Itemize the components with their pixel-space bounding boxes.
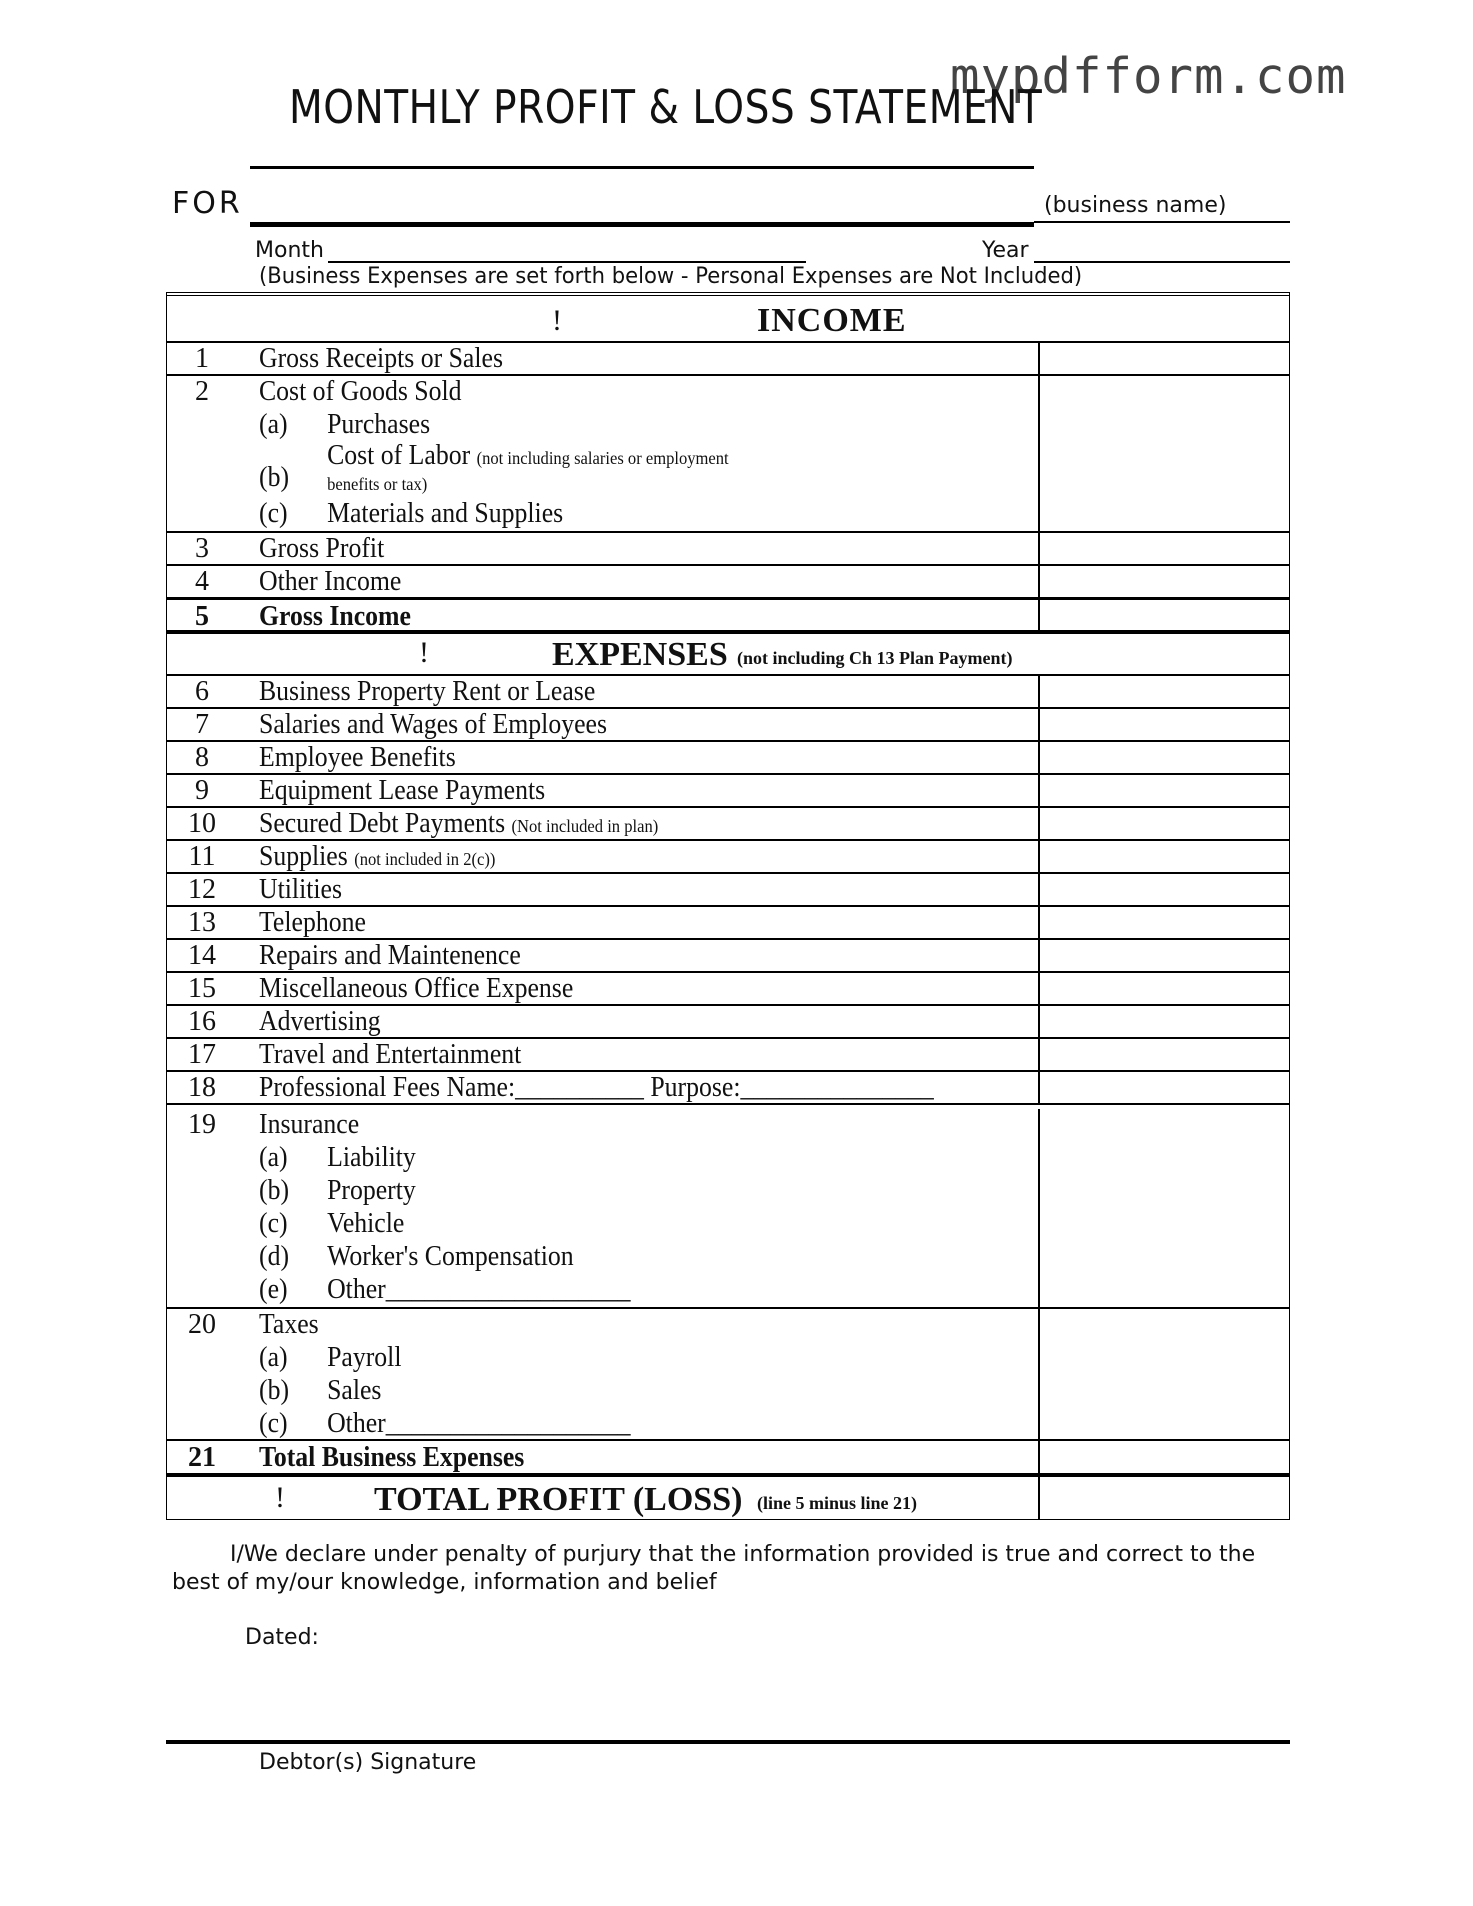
income-row-2: [167, 376, 1289, 533]
sub-key: (c): [259, 1208, 288, 1239]
line-label: [259, 841, 495, 875]
amount-cell[interactable]: [1038, 1006, 1289, 1037]
title-underline: [250, 166, 1034, 169]
line-label-note: (not included in 2(c)): [354, 849, 496, 869]
amount-cell[interactable]: [1038, 709, 1289, 740]
expense-row-21: [167, 1441, 1289, 1477]
line-number: 2: [195, 376, 209, 407]
amount-cell-21[interactable]: [1038, 1441, 1289, 1473]
line-number: 10: [188, 808, 216, 839]
line-label-text: Telephone: [259, 907, 366, 938]
line-number: 4: [195, 566, 209, 597]
expense-row: [167, 841, 1289, 874]
line-label-text: Advertising: [259, 1006, 381, 1037]
line-label-text: Travel and Entertainment: [259, 1039, 522, 1070]
sub-key: (a): [259, 409, 288, 440]
sub-text-note: (not including salaries or employment: [476, 448, 729, 468]
line-number: 5: [195, 601, 209, 632]
line-number: 1: [195, 343, 209, 374]
income-marker: !: [552, 304, 562, 337]
amount-cell-2[interactable]: [1038, 376, 1289, 531]
line-number: 11: [188, 841, 216, 872]
amount-cell-1[interactable]: [1038, 343, 1289, 374]
line-number: 19: [188, 1109, 216, 1140]
expense-row: [167, 907, 1289, 940]
amount-cell[interactable]: [1038, 940, 1289, 971]
amount-cell-3[interactable]: [1038, 533, 1289, 564]
line-label: Gross Receipts or Sales: [259, 343, 503, 374]
watermark-text: mypdfform.com: [950, 48, 1347, 105]
line-label-text: Business Property Rent or Lease: [259, 676, 596, 707]
line-number: 20: [188, 1309, 216, 1340]
line-label-text: Professional Fees Name:__________ Purpose:_______________: [259, 1072, 934, 1103]
expense-row: [167, 1039, 1289, 1072]
amount-cell-20[interactable]: [1038, 1309, 1289, 1439]
dated-label: Dated:: [245, 1625, 319, 1650]
line-label-text: Repairs and Maintenence: [259, 940, 521, 971]
business-name-hint: (business name): [1044, 193, 1227, 218]
amount-cell[interactable]: [1038, 841, 1289, 872]
sub-text: Materials and Supplies: [327, 498, 564, 529]
line-number: 14: [188, 940, 216, 971]
line-number: 3: [195, 533, 209, 564]
expense-row: [167, 775, 1289, 808]
line-label: [259, 676, 595, 708]
declaration-text: [172, 1541, 1292, 1597]
amount-cell-4[interactable]: [1038, 566, 1289, 597]
expense-row-20: [167, 1309, 1289, 1441]
expenses-heading-note: (not including Ch 13 Plan Payment): [737, 648, 1013, 668]
expense-row: [167, 940, 1289, 973]
expense-row-19: [167, 1109, 1289, 1309]
expense-row: [167, 742, 1289, 775]
line-number: 12: [188, 874, 216, 905]
sub-text: Other___________________: [327, 1274, 631, 1305]
sub-text-main: Cost of Labor: [327, 440, 471, 471]
line-label-text: Miscellaneous Office Expense: [259, 973, 574, 1004]
income-header-row: [167, 295, 1289, 343]
amount-cell-5[interactable]: [1038, 600, 1289, 630]
sub-text: Worker's Compensation: [327, 1241, 574, 1272]
sub-text: Liability: [327, 1142, 416, 1173]
line-number: 16: [188, 1006, 216, 1037]
income-row-4: [167, 566, 1289, 600]
line-label: [259, 1072, 934, 1104]
signature-label: Debtor(s) Signature: [259, 1750, 477, 1775]
line-label-text: Supplies: [259, 841, 348, 872]
line-label: [259, 940, 521, 972]
business-name-line-ext: [1034, 221, 1290, 223]
sub-text: Property: [327, 1175, 416, 1206]
page-title: MONTHLY PROFIT & LOSS STATEMENT: [289, 80, 1043, 134]
sub-key: (a): [259, 1142, 288, 1173]
line-label: [259, 709, 607, 741]
sub-key: (d): [259, 1241, 290, 1272]
expenses-marker: !: [419, 636, 429, 669]
line-label: Other Income: [259, 566, 402, 597]
line-number: 13: [188, 907, 216, 938]
declaration-body: I/We declare under penalty of purjury that the information provided is true and correct to the best of my/our knowledge, information and belief: [172, 1542, 1256, 1595]
expenses-heading: EXPENSES: [552, 636, 728, 673]
income-row-5: [167, 600, 1289, 634]
expense-row: [167, 808, 1289, 841]
total-heading: TOTAL PROFIT (LOSS): [374, 1481, 743, 1518]
line-number: 15: [188, 973, 216, 1004]
line-label: [259, 874, 342, 906]
line-number: 17: [188, 1039, 216, 1070]
line-number: 21: [188, 1442, 216, 1473]
year-field[interactable]: [1034, 261, 1290, 263]
line-number: 7: [195, 709, 209, 740]
line-label-text: Secured Debt Payments: [259, 808, 506, 839]
amount-cell[interactable]: [1038, 907, 1289, 938]
line-label: [259, 973, 573, 1005]
amount-cell[interactable]: [1038, 1039, 1289, 1070]
line-number: 18: [188, 1072, 216, 1103]
year-label: Year: [982, 238, 1029, 263]
sub-text: Other___________________: [327, 1408, 631, 1439]
total-marker: !: [275, 1481, 285, 1514]
sub-key: (c): [259, 498, 288, 529]
line-label: Cost of Goods Sold: [259, 376, 462, 407]
sub-key: (b): [259, 1375, 290, 1406]
total-heading-note: (line 5 minus line 21): [757, 1493, 918, 1513]
line-label: Total Business Expenses: [259, 1442, 525, 1473]
sub-key: (a): [259, 1342, 288, 1373]
sub-text: Vehicle: [327, 1208, 405, 1239]
business-name-field[interactable]: [250, 222, 1034, 227]
line-label: Gross Income: [259, 601, 411, 632]
line-label-text: Salaries and Wages of Employees: [259, 709, 607, 740]
line-label: [259, 808, 658, 842]
amount-cell-19[interactable]: [1038, 1109, 1289, 1307]
line-label: [259, 742, 456, 774]
amount-cell[interactable]: [1038, 808, 1289, 839]
sub-text: Payroll: [327, 1342, 402, 1373]
income-row-1: [167, 343, 1289, 376]
sub-key: (b): [259, 462, 290, 493]
amount-cell[interactable]: [1038, 1072, 1289, 1103]
sub-text: Purchases: [327, 409, 431, 440]
line-label: Insurance: [259, 1109, 360, 1140]
line-label: [259, 907, 366, 939]
expense-row: [167, 709, 1289, 742]
amount-cell[interactable]: [1038, 973, 1289, 1004]
expense-row: [167, 874, 1289, 907]
month-field[interactable]: [328, 261, 806, 263]
total-row: [167, 1477, 1289, 1519]
line-label-note: (Not included in plan): [511, 816, 659, 836]
sub-text-note-2: benefits or tax): [327, 474, 428, 494]
line-label: [259, 1039, 521, 1071]
sub-key: (c): [259, 1408, 288, 1439]
line-label: Taxes: [259, 1309, 319, 1340]
line-number: 8: [195, 742, 209, 773]
expense-row: [167, 973, 1289, 1006]
line-label-text: Equipment Lease Payments: [259, 775, 546, 806]
sub-text: Sales: [327, 1375, 382, 1406]
for-label: FOR: [172, 186, 243, 221]
line-label: [259, 775, 545, 807]
expense-row: [167, 1006, 1289, 1039]
profit-loss-table: [166, 292, 1290, 1520]
sub-key: (b): [259, 1175, 290, 1206]
line-label-text: Employee Benefits: [259, 742, 456, 773]
amount-cell[interactable]: [1038, 742, 1289, 773]
expense-row: [167, 676, 1289, 709]
month-label: Month: [255, 238, 324, 263]
expenses-note: (Business Expenses are set forth below - Personal Expenses are Not Included): [259, 264, 1083, 289]
sub-key: (e): [259, 1274, 288, 1305]
line-label: [259, 1006, 381, 1038]
amount-cell[interactable]: [1038, 775, 1289, 806]
expense-row: [167, 1072, 1289, 1105]
expenses-header-row: [167, 634, 1289, 676]
amount-cell[interactable]: [1038, 874, 1289, 905]
line-number: 6: [195, 676, 209, 707]
line-label-text: Utilities: [259, 874, 343, 905]
income-heading: INCOME: [757, 302, 907, 339]
line-label: Gross Profit: [259, 533, 385, 564]
income-row-3: [167, 533, 1289, 566]
signature-line[interactable]: [166, 1740, 1290, 1744]
amount-cell[interactable]: [1038, 676, 1289, 707]
line-number: 9: [195, 775, 209, 806]
amount-cell-total[interactable]: [1038, 1477, 1289, 1519]
